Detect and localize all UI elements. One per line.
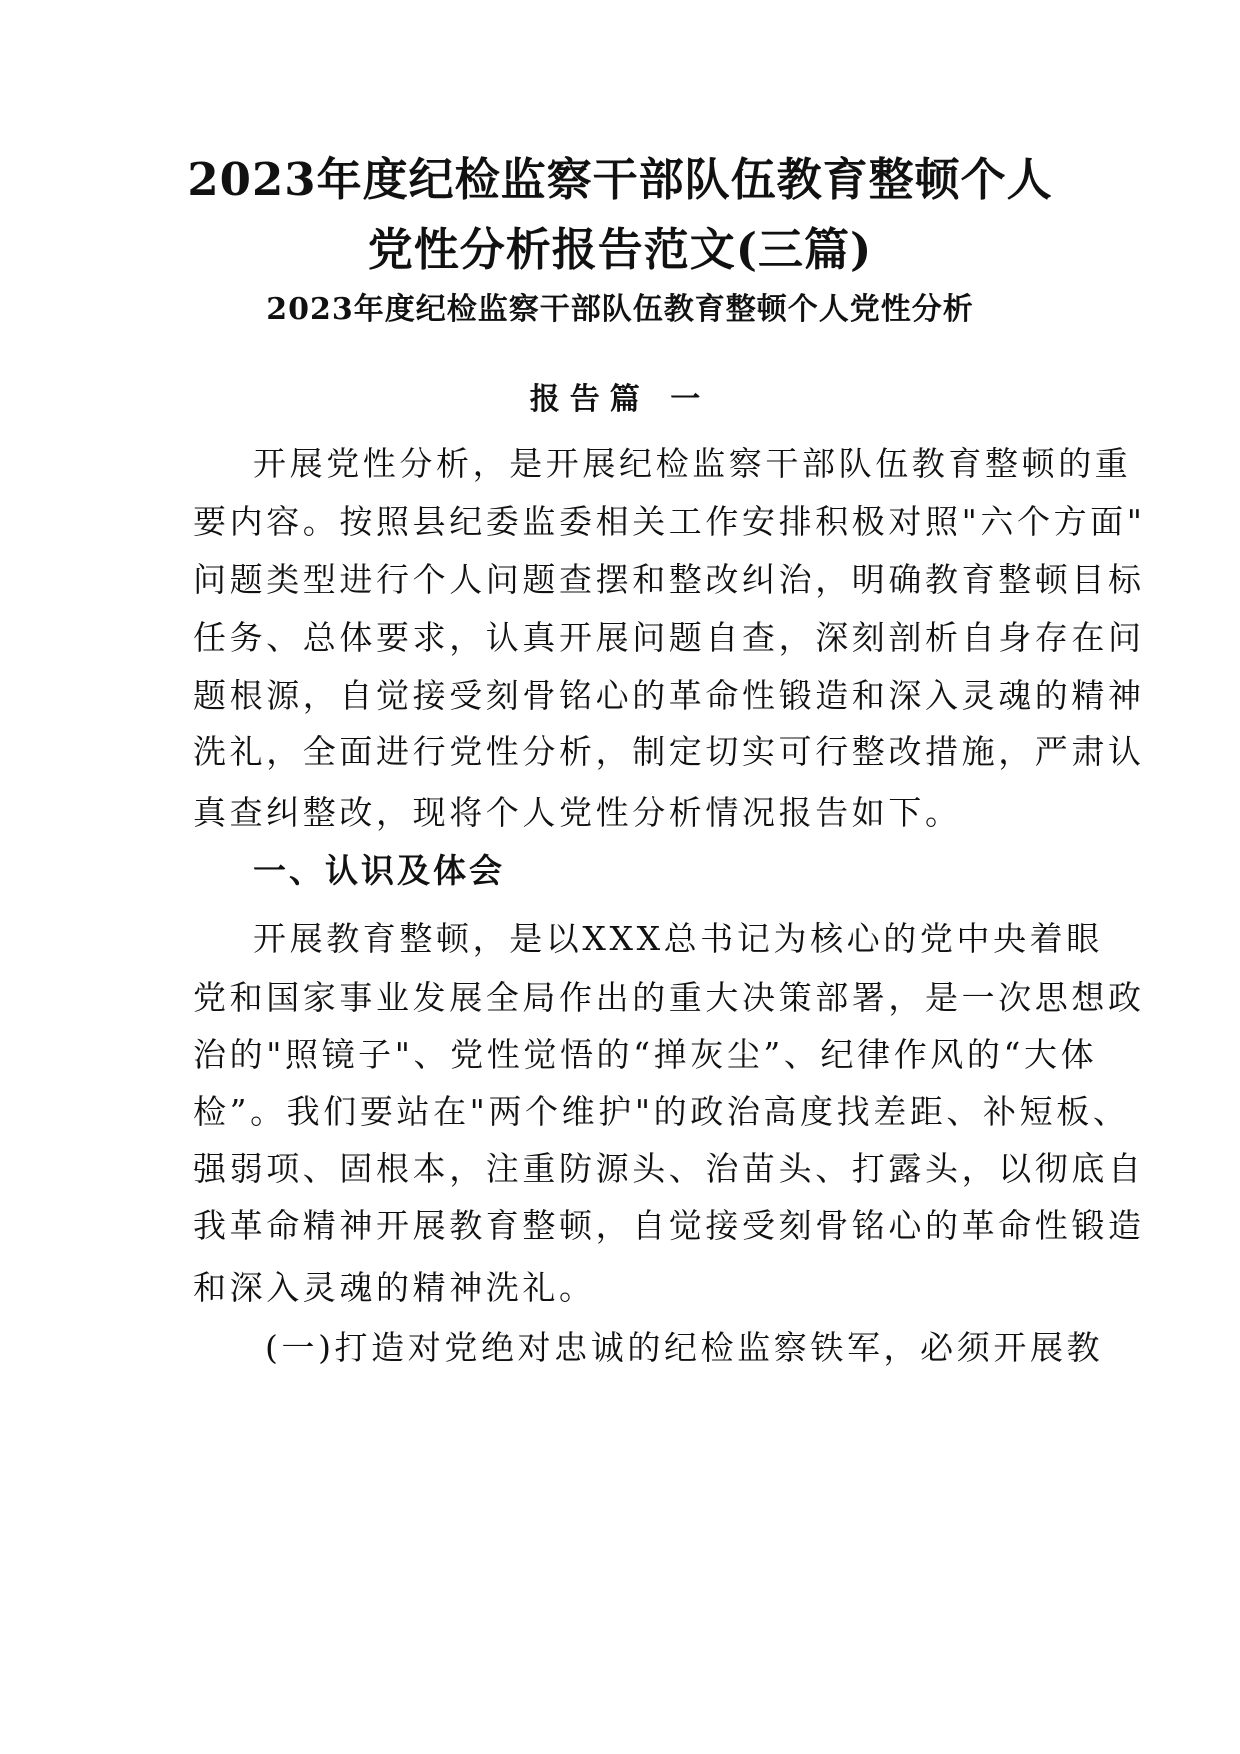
paragraph-2-line: 党和国家事业发展全局作出的重大决策部署，是一次思想政	[193, 978, 1145, 1017]
document-title-line-1: 2023年度纪检监察干部队伍教育整顿个人	[187, 153, 1053, 206]
paragraph-1-line: 真查纠整改，现将个人党性分析情况报告如下。	[193, 793, 962, 832]
paragraph-2-line: 检”。我们要站在"两个维护"的政治高度找差距、补短板、	[193, 1092, 1130, 1131]
paragraph-2-line: 我革命精神开展教育整顿，自觉接受刻骨铭心的革命性锻造	[193, 1206, 1145, 1245]
document-subtitle: 2023年度纪检监察干部队伍教育整顿个人党性分析	[266, 292, 974, 327]
paragraph-2-line: 强弱项、固根本，注重防源头、治苗头、打露头，以彻底自	[193, 1149, 1145, 1188]
paragraph-2-line: 和深入灵魂的精神洗礼。	[193, 1268, 596, 1307]
paragraph-1-line: 题根源，自觉接受刻骨铭心的革命性锻造和深入灵魂的精神	[193, 676, 1145, 715]
paragraph-3-line: (一)打造对党绝对忠诚的纪检监察铁军，必须开展教	[265, 1328, 1104, 1367]
paragraph-1-line: 要内容。按照县纪委监委相关工作安排积极对照"六个方面"	[193, 502, 1146, 541]
document-title-line-2: 党性分析报告范文(三篇)	[367, 223, 873, 276]
paragraph-1-line: 任务、总体要求，认真开展问题自查，深刻剖析自身存在问	[193, 618, 1145, 657]
paragraph-1-line: 开展党性分析，是开展纪检监察干部队伍教育整顿的重	[253, 444, 1132, 483]
section-heading: 一、认识及体会	[253, 851, 505, 890]
paragraph-1-line: 问题类型进行个人问题查摆和整改纠治，明确教育整顿目标	[193, 560, 1145, 599]
paragraph-1-line: 洗礼，全面进行党性分析，制定切实可行整改措施，严肃认	[193, 732, 1145, 771]
paragraph-2-line: 开展教育整顿，是以XXX总书记为核心的党中央着眼	[253, 919, 1103, 958]
section-label: 报告篇 一	[529, 382, 711, 417]
paragraph-2-line: 治的"照镜子"、党性觉悟的“掸灰尘”、纪律作风的“大体	[193, 1035, 1098, 1074]
